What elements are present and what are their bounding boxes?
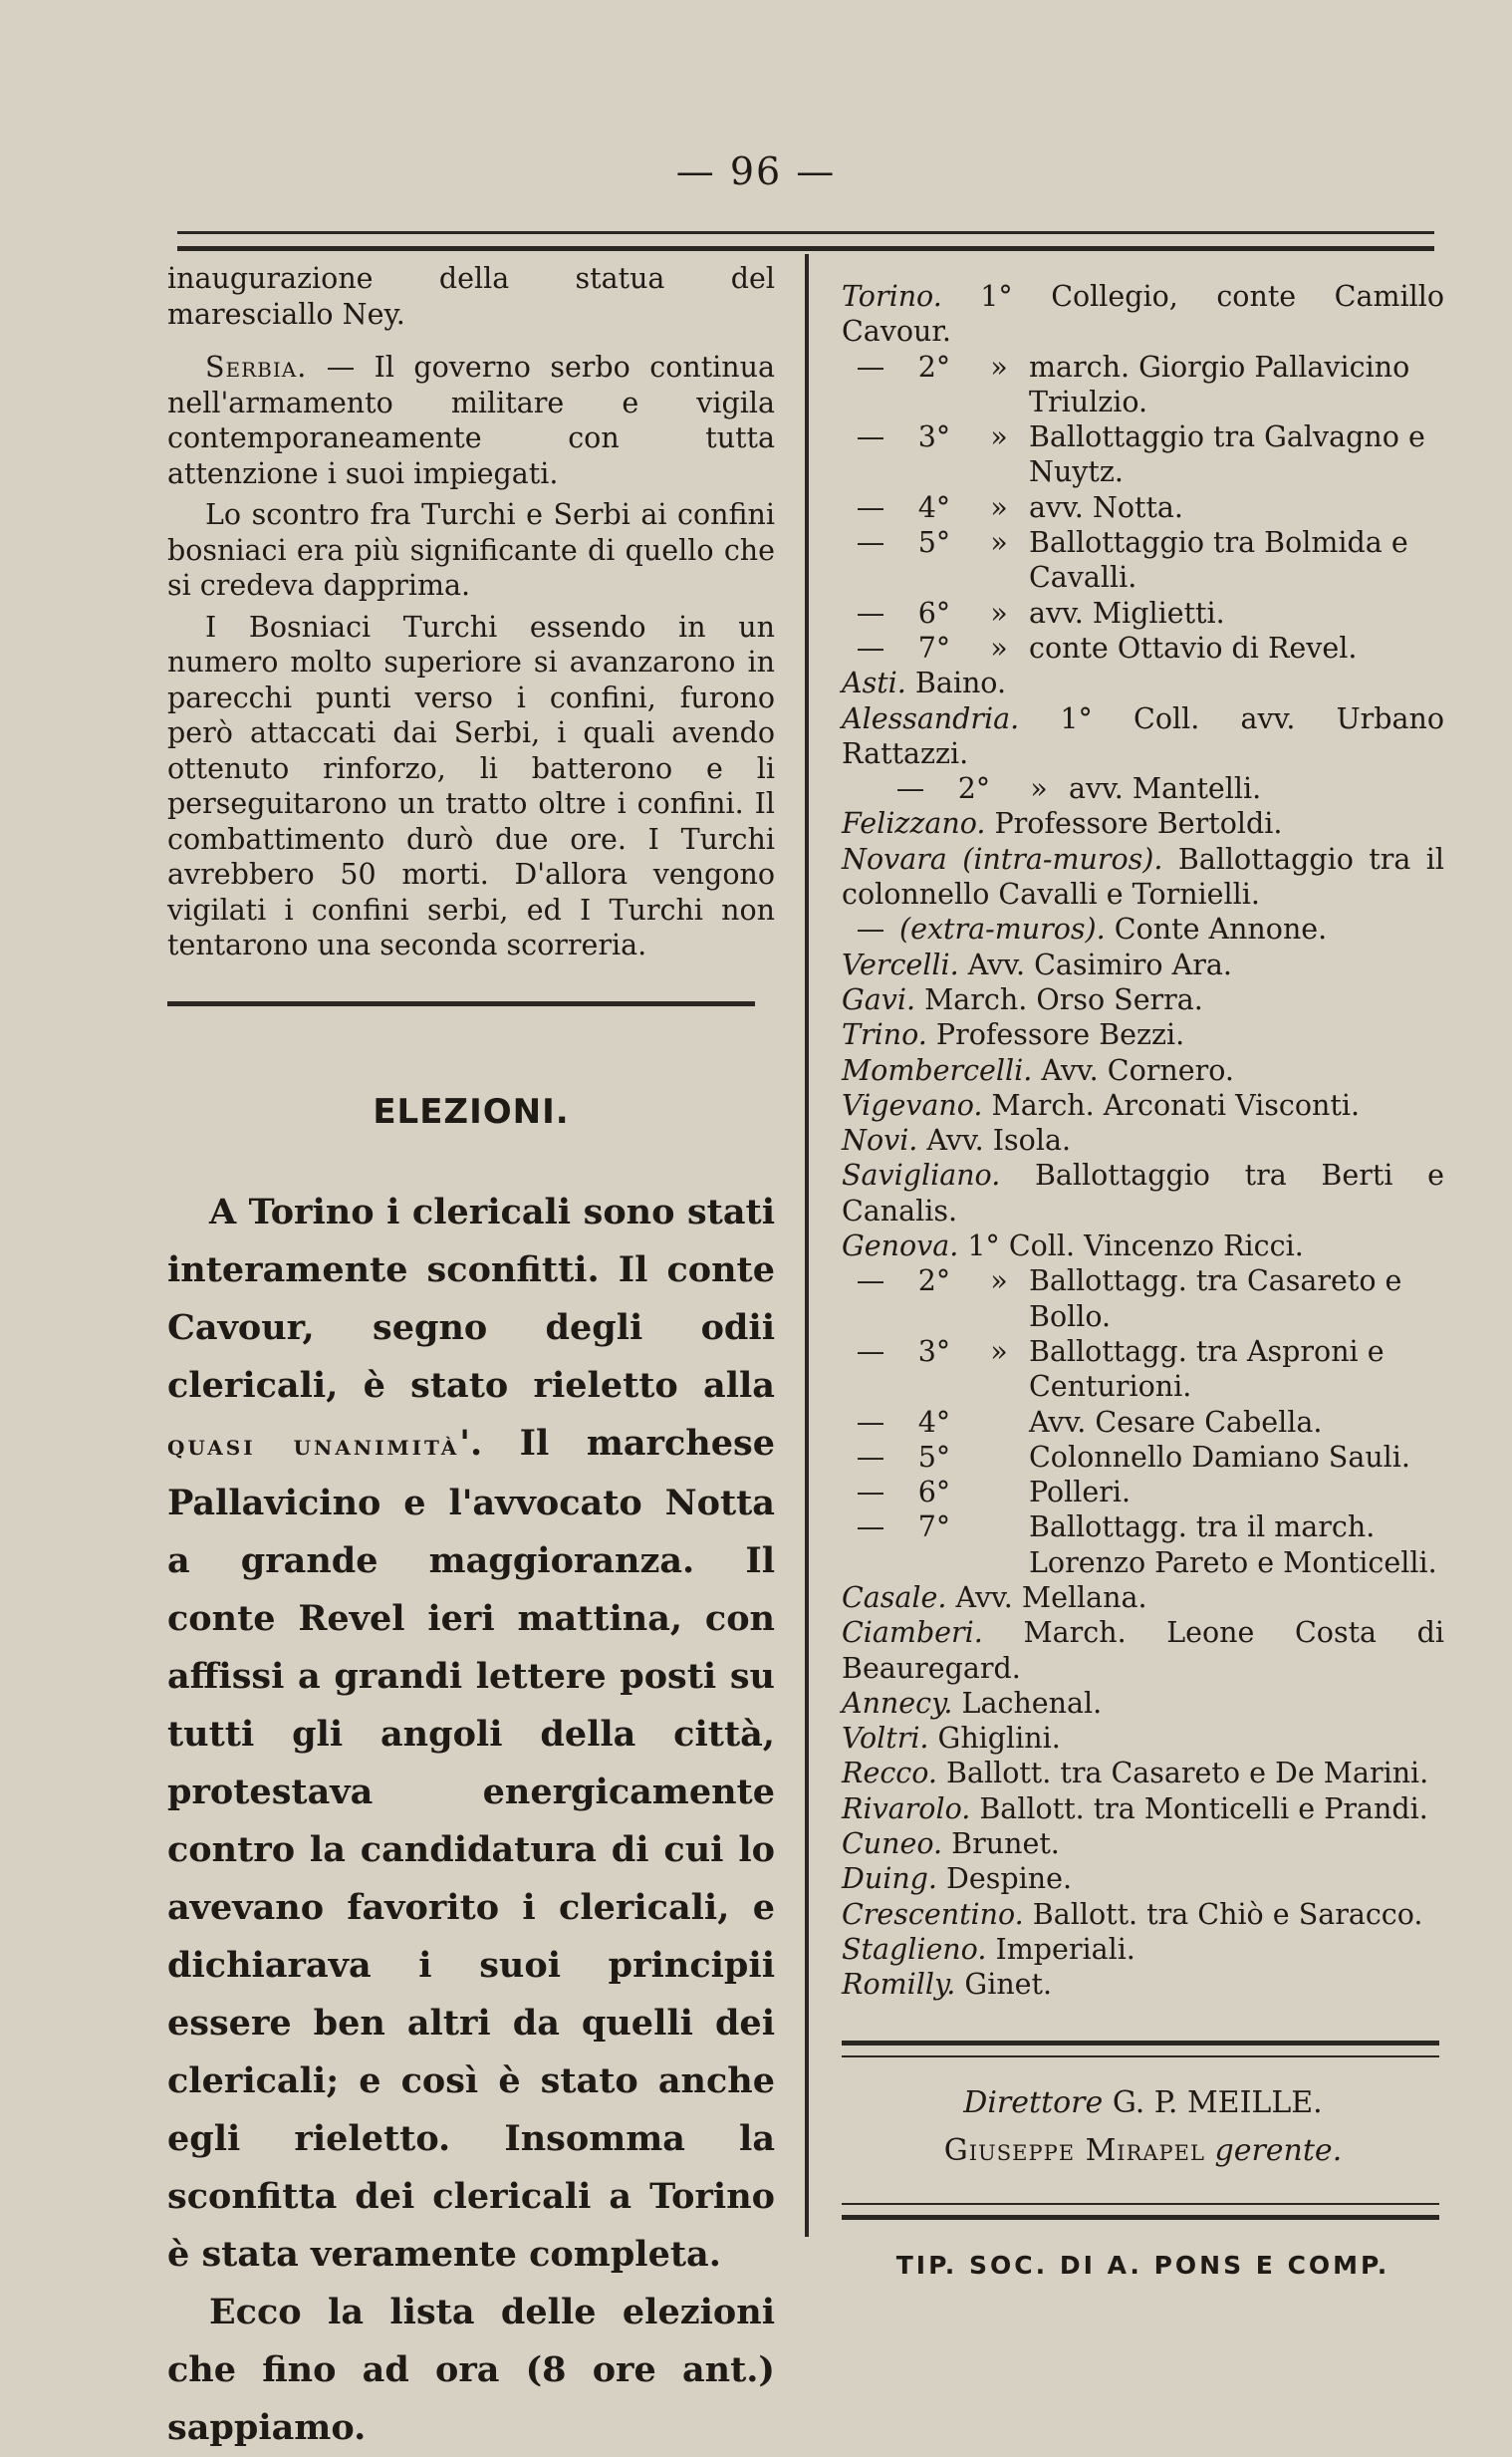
list-entry bbox=[842, 1017, 1444, 1052]
place-name: Torino. bbox=[842, 280, 942, 313]
elections-block bbox=[167, 1184, 775, 2457]
entry-text: Avv. Isola. bbox=[917, 1124, 1072, 1158]
result-row bbox=[842, 1440, 1444, 1475]
entry-text: Ballottaggio tra Berti e Canalis. bbox=[842, 1159, 1444, 1228]
result-row bbox=[842, 1334, 1444, 1405]
college-number: 3° bbox=[917, 1334, 951, 1368]
place-name: Annecy. bbox=[842, 1686, 953, 1720]
torino-text-emphasis: quasi unanimità bbox=[167, 1428, 460, 1462]
list-entry bbox=[842, 1088, 1444, 1123]
entry-text: 1° Coll. avv. Urbano Rattazzi. bbox=[842, 701, 1444, 770]
place-name: Vercelli. bbox=[842, 948, 959, 981]
place-name: Staglieno. bbox=[842, 1932, 987, 1966]
place-name: (extra-muros). bbox=[899, 913, 1106, 947]
ditto-mark: » bbox=[990, 350, 1008, 384]
entry-text: Ballott. tra Casareto e De Marini. bbox=[936, 1757, 1429, 1790]
entry-text: avv. Mantelli. bbox=[1069, 772, 1262, 806]
entry-text: Despine. bbox=[936, 1862, 1073, 1896]
entry-text: Lachenal. bbox=[952, 1686, 1103, 1720]
list-entry bbox=[842, 1158, 1444, 1228]
entry-felizzano bbox=[842, 806, 1444, 841]
place-name: Asti. bbox=[842, 667, 906, 700]
ditto-mark bbox=[969, 1440, 1029, 1475]
director-name: G. P. MEILLE. bbox=[1103, 2084, 1323, 2120]
torino-rows bbox=[842, 350, 1444, 667]
entry-text: Polleri. bbox=[1029, 1476, 1132, 1509]
manager-name: Giuseppe Mirapel bbox=[943, 2132, 1205, 2168]
entry-text: avv. Notta. bbox=[1029, 490, 1183, 524]
entry-text: March. Orso Serra. bbox=[915, 982, 1203, 1016]
entry-text: Ballottaggio tra il colonnello Cavalli e Tornielli. bbox=[842, 842, 1444, 912]
result-row bbox=[842, 1263, 1444, 1334]
director-line bbox=[842, 2079, 1444, 2127]
entry-text: Brunet. bbox=[942, 1827, 1060, 1861]
place-name: Vigevano. bbox=[842, 1088, 983, 1122]
list-two bbox=[842, 1580, 1444, 2003]
dash: — bbox=[856, 350, 885, 384]
list-entry bbox=[842, 1756, 1444, 1790]
dash: — bbox=[856, 1476, 885, 1509]
college-number: 7° bbox=[917, 1510, 951, 1544]
entry-text: Ginet. bbox=[955, 1968, 1053, 2002]
list-entry bbox=[842, 1123, 1444, 1158]
dash: — bbox=[856, 596, 885, 630]
ditto-mark: » bbox=[1030, 772, 1048, 806]
place-name: Felizzano. bbox=[842, 807, 986, 841]
result-row bbox=[842, 631, 1444, 666]
entry-text: march. Giorgio Pallavicino Triulzio. bbox=[1029, 350, 1410, 418]
entry-text: avv. Miglietti. bbox=[1029, 596, 1225, 630]
place-name: Recco. bbox=[842, 1757, 937, 1790]
signature-block bbox=[842, 2079, 1444, 2175]
result-row bbox=[842, 1475, 1444, 1509]
list-entry bbox=[842, 1791, 1444, 1826]
entry-text: March. Leone Costa di Beauregard. bbox=[842, 1616, 1444, 1685]
entry-text: Ballottagg. tra Casareto e Bollo. bbox=[1029, 1264, 1402, 1333]
dash: — bbox=[856, 1264, 885, 1298]
list-entry bbox=[842, 1967, 1444, 2002]
dash: — bbox=[856, 490, 885, 524]
footer-rule-2 bbox=[842, 2203, 1439, 2220]
entry-alessandria bbox=[842, 701, 1444, 772]
list-entry bbox=[842, 1897, 1444, 1932]
paragraph-scontro: Lo scontro fra Turchi e Serbi ai confini bosniaci era più significante di quello che si credeva dapprima. bbox=[167, 498, 775, 602]
college-number: 6° bbox=[917, 596, 951, 630]
place-name: Trino. bbox=[842, 1018, 927, 1052]
left-column bbox=[167, 261, 775, 2457]
list-entry bbox=[842, 1932, 1444, 1967]
place-name: Cuneo. bbox=[842, 1827, 943, 1861]
result-row bbox=[842, 596, 1444, 631]
list-entry bbox=[842, 1721, 1444, 1756]
dash: — bbox=[856, 1510, 885, 1544]
entry-torino bbox=[842, 279, 1444, 350]
entry-text: Avv. Cornero. bbox=[1032, 1053, 1234, 1087]
entry-alessandria-2 bbox=[842, 771, 1444, 806]
list-entry bbox=[842, 1861, 1444, 1896]
entry-text: Imperiali. bbox=[986, 1932, 1135, 1966]
place-name: Novara (intra-muros). bbox=[842, 842, 1163, 876]
place-name: Mombercelli. bbox=[842, 1053, 1033, 1087]
manager-line bbox=[842, 2127, 1444, 2175]
entry-text: Baino. bbox=[905, 667, 1007, 700]
college-number: 3° bbox=[917, 420, 951, 454]
ditto-mark: » bbox=[990, 526, 1008, 560]
college-number: 4° bbox=[917, 1405, 951, 1439]
header-rule bbox=[177, 231, 1434, 251]
page-number: — 96 — bbox=[675, 149, 837, 193]
entry-text: Colonnello Damiano Sauli. bbox=[1029, 1440, 1410, 1474]
place-name: Gavi. bbox=[842, 982, 916, 1016]
dash: — bbox=[856, 913, 885, 947]
place-name: Savigliano. bbox=[842, 1159, 1001, 1193]
torino-text-b: '. Il marchese Pallavicino e l'avvocato Notta a grande maggioranza. Il conte Revel ieri mattina, con affissi a grandi lettere posti su tutti gli angoli della città, protestava energicamente contro la candidatura di cui lo avevano favorito i clericali, e dichiarava i suoi principii essere ben altri da quelli dei clericali; e così è stato anche egli rieletto. Insomma la sconfitta dei clericali a Torino è stata veramente completa. bbox=[167, 1422, 775, 2275]
printer-line: TIP. SOC. DI A. PONS E COMP. bbox=[895, 2250, 1390, 2280]
right-column bbox=[842, 279, 1444, 2283]
place-name: Voltri. bbox=[842, 1722, 929, 1756]
entry-text: Ballottaggio tra Galvagno e Nuytz. bbox=[1029, 420, 1425, 489]
college-number: 2° bbox=[917, 350, 951, 384]
paragraph-bosniaci: I Bosniaci Turchi essendo in un numero molto superiore si avanzarono in parecchi punti verso i confini, furono però attaccati dai Serbi, i quali avendo ottenuto rinforzo, li batterono e li perseguitarono un tratto oltre i confini. Il combattimento durò due ore. I Turchi avrebbero 50 morti. D'allora vengono vigilati i confini serbi, ed I Turchi non tentarono una seconda scorreria. bbox=[167, 610, 775, 961]
ditto-mark bbox=[969, 1405, 1029, 1440]
ditto-mark: » bbox=[990, 420, 1008, 454]
paragraph-serbia bbox=[167, 350, 775, 491]
paragraph-torino bbox=[167, 1184, 775, 2284]
dash: — bbox=[895, 772, 925, 806]
list-one bbox=[842, 948, 1444, 1228]
torino-text-a: A Torino i clericali sono stati interamente sconfitti. Il conte Cavour, segno degli odii clericali, è stato rieletto alla bbox=[167, 1191, 775, 1406]
place-name: Duing. bbox=[842, 1862, 937, 1896]
place-name: Alessandria. bbox=[842, 701, 1020, 735]
college-number: 6° bbox=[917, 1476, 951, 1509]
entry-text: Ballottagg. tra Asproni e Centurioni. bbox=[1029, 1334, 1385, 1404]
entry-novara-extra bbox=[842, 912, 1444, 947]
list-entry bbox=[842, 1826, 1444, 1861]
ditto-mark: » bbox=[990, 1264, 1008, 1298]
serbia-text: — Il governo serbo continua nell'armamento militare e vigila contemporaneamente con tutta attenzione i suoi impiegati. bbox=[167, 351, 775, 490]
dash: — bbox=[856, 631, 885, 665]
director-label: Direttore bbox=[963, 2084, 1104, 2120]
list-entry bbox=[842, 1053, 1444, 1088]
entry-text: conte Ottavio di Revel. bbox=[1029, 631, 1358, 665]
result-row bbox=[842, 350, 1444, 420]
entry-text: Ballott. tra Monticelli e Prandi. bbox=[970, 1791, 1428, 1825]
list-entry bbox=[842, 948, 1444, 982]
entry-genova bbox=[842, 1228, 1444, 1263]
result-row bbox=[842, 419, 1444, 490]
entry-novara bbox=[842, 842, 1444, 913]
section-heading: ELEZIONI. bbox=[373, 1091, 570, 1132]
dash: — bbox=[856, 1405, 885, 1439]
entry-text: Conte Annone. bbox=[1105, 913, 1328, 947]
place-name: Rivarolo. bbox=[842, 1791, 971, 1825]
college-number: 5° bbox=[917, 1440, 951, 1474]
paragraph-ney: inaugurazione della statua del maresciallo Ney. bbox=[167, 262, 775, 331]
entry-text: Ballottaggio tra Bolmida e Cavalli. bbox=[1029, 526, 1408, 595]
list-entry bbox=[842, 1615, 1444, 1686]
genova-rows bbox=[842, 1263, 1444, 1580]
college-number: 5° bbox=[917, 526, 951, 560]
place-name: Romilly. bbox=[842, 1968, 956, 2002]
result-row bbox=[842, 1405, 1444, 1440]
college-number: 2° bbox=[957, 772, 991, 806]
place-name: Ciamberi. bbox=[842, 1616, 983, 1650]
ditto-mark: » bbox=[990, 490, 1008, 524]
dash: — bbox=[856, 1440, 885, 1474]
entry-text: Avv. Casimiro Ara. bbox=[958, 948, 1232, 981]
place-name: Crescentino. bbox=[842, 1897, 1024, 1931]
result-row bbox=[842, 1509, 1444, 1580]
college-number: 4° bbox=[917, 490, 951, 524]
place-name: Novi. bbox=[842, 1124, 918, 1158]
ditto-mark: » bbox=[990, 596, 1008, 630]
list-entry bbox=[842, 1580, 1444, 1615]
manager-label: gerente. bbox=[1204, 2132, 1343, 2168]
dash: — bbox=[856, 1334, 885, 1368]
college-number: 7° bbox=[917, 631, 951, 665]
list-entry bbox=[842, 1686, 1444, 1721]
college-number: 2° bbox=[917, 1264, 951, 1298]
place-name: Casale. bbox=[842, 1580, 947, 1614]
entry-text: Professore Bertoldi. bbox=[985, 807, 1283, 841]
entry-text: Avv. Mellana. bbox=[946, 1580, 1147, 1614]
dash: — bbox=[856, 526, 885, 560]
section-label-serbia: Serbia. bbox=[205, 351, 308, 384]
dash: — bbox=[856, 420, 885, 454]
paragraph-lista: Ecco la lista delle elezioni che fino ad ora (8 ore ant.) sappiamo. bbox=[167, 2291, 775, 2448]
footer-rule bbox=[842, 2041, 1439, 2057]
section-rule bbox=[167, 1001, 755, 1006]
news-block bbox=[167, 261, 775, 963]
entry-text: Ghiglini. bbox=[928, 1722, 1061, 1756]
entry-text: Avv. Cesare Cabella. bbox=[1029, 1405, 1323, 1439]
ditto-mark: » bbox=[990, 631, 1008, 665]
entry-text: Professore Bezzi. bbox=[926, 1018, 1185, 1052]
entry-text: March. Arconati Visconti. bbox=[982, 1088, 1360, 1122]
entry-text: 1° Coll. Vincenzo Ricci. bbox=[958, 1229, 1304, 1263]
entry-text: 1° Collegio, conte Camillo Cavour. bbox=[842, 280, 1444, 349]
entry-text: Ballott. tra Chiò e Saracco. bbox=[1023, 1897, 1423, 1931]
ditto-mark: » bbox=[990, 1334, 1008, 1368]
ditto-mark bbox=[969, 1509, 1029, 1580]
column-divider bbox=[805, 254, 809, 2237]
list-entry bbox=[842, 982, 1444, 1017]
place-name: Genova. bbox=[842, 1229, 959, 1263]
result-row bbox=[842, 490, 1444, 525]
entry-asti bbox=[842, 666, 1444, 700]
ditto-mark bbox=[969, 1475, 1029, 1509]
result-row bbox=[842, 525, 1444, 596]
entry-text: Ballottagg. tra il march. Lorenzo Pareto e Monticelli. bbox=[1029, 1510, 1437, 1579]
